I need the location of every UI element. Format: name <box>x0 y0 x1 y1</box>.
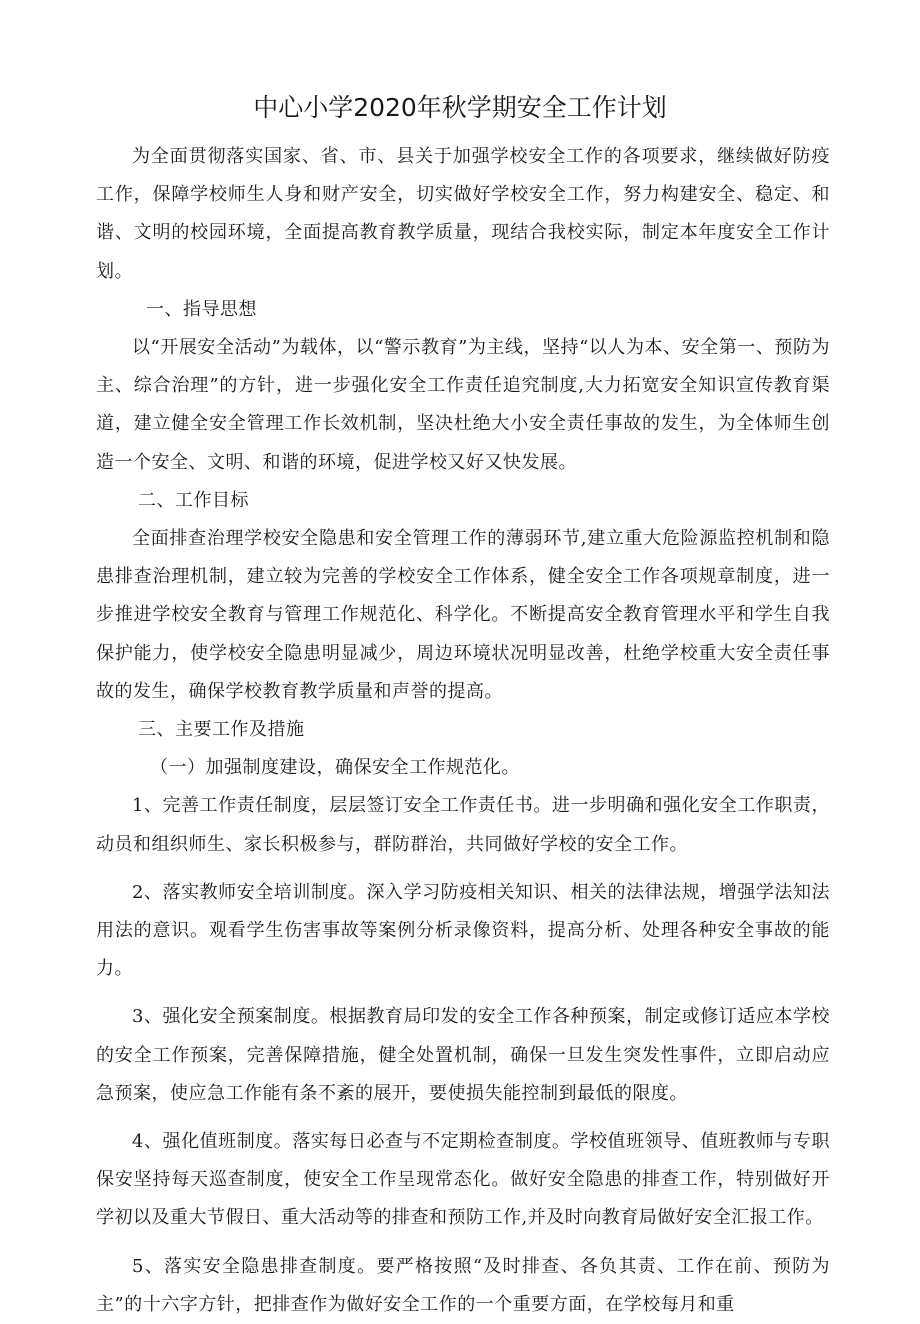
list-item: 2、落实教师安全培训制度。深入学习防疫相关知识、相关的法律法规，增强学法知法用法的意识。观看学生伤害事故等案例分析录像资料，提高分析、处理各种安全事故的能力。 <box>96 881 830 980</box>
list-item: 1、完善工作责任制度，层层签订安全工作责任书。进一步明确和强化安全工作职责，动员和组织师生、家长积极参与，群防群治，共同做好学校的安全工作。 <box>96 795 830 855</box>
section-heading-main-work: 三、主要工作及措施 <box>138 719 305 741</box>
intro-paragraph: 为全面贯彻落实国家、省、市、县关于加强学校安全工作的各项要求，继续做好防疫工作，保障学校师生人身和财产安全，切实做好学校安全工作，努力构建安全、稳定、和谐、文明的校园环境，全面提高教育教学质量，现结合我校实际，制定本年度安全工作计划。 <box>96 146 830 282</box>
list-item: 4、强化值班制度。落实每日必查与不定期检查制度。学校值班领导、值班教师与专职保安坚持每天巡查制度，使安全工作呈现常态化。做好安全隐患的排查工作，特别做好开学初以及重大节假日、重大活动等的排查和预防工作,并及时向教育局做好安全汇报工作。 <box>96 1131 830 1229</box>
section-paragraph-guiding-ideology: 以“开展安全活动”为载体，以“警示教育”为主线，坚持“以人为本、安全第一、预防为主、综合治理”的方针，进一步强化安全工作责任追究制度,大力拓宽安全知识宣传教育渠道，建立健全安全管理工作长效机制，坚决杜绝大小安全责任事故的发生，为全体师生创造一个安全、文明、和谐的环境，促进学校又好又快发展。 <box>96 337 830 473</box>
section-paragraph-work-goals: 全面排查治理学校安全隐患和安全管理工作的薄弱环节,建立重大危险源监控机制和隐患排查治理机制，建立较为完善的学校安全工作体系，健全安全工作各项规章制度，进一步推进学校安全教育与管理工作规范化、科学化。不断提高安全教育管理水平和学生自我保护能力，使学校安全隐患明显减少，周边环境状况明显改善，杜绝学校重大安全责任事故的发生，确保学校教育教学质量和声誉的提高。 <box>96 528 830 702</box>
subsection-heading-system-building: （一）加强制度建设，确保安全工作规范化。 <box>150 757 520 779</box>
document-title: 中心小学2020年秋学期安全工作计划 <box>253 93 667 122</box>
list-item: 3、强化安全预案制度。根据教育局印发的安全工作各种预案，制定或修订适应本学校的安全工作预案，完善保障措施，健全处置机制，确保一旦发生突发性事件，立即启动应急预案，使应急工作能有条不紊的展开，要使损失能控制到最低的限度。 <box>96 1006 830 1104</box>
section-heading-work-goals: 二、工作目标 <box>138 489 249 511</box>
document-body <box>96 138 830 1324</box>
section-heading-guiding-ideology: 一、指导思想 <box>146 298 257 320</box>
list-item: 5、落实安全隐患排查制度。要严格按照“及时排查、各负其责、工作在前、预防为主”的十六字方针，把排查作为做好安全工作的一个重要方面，在学校每月和重 <box>96 1255 830 1315</box>
